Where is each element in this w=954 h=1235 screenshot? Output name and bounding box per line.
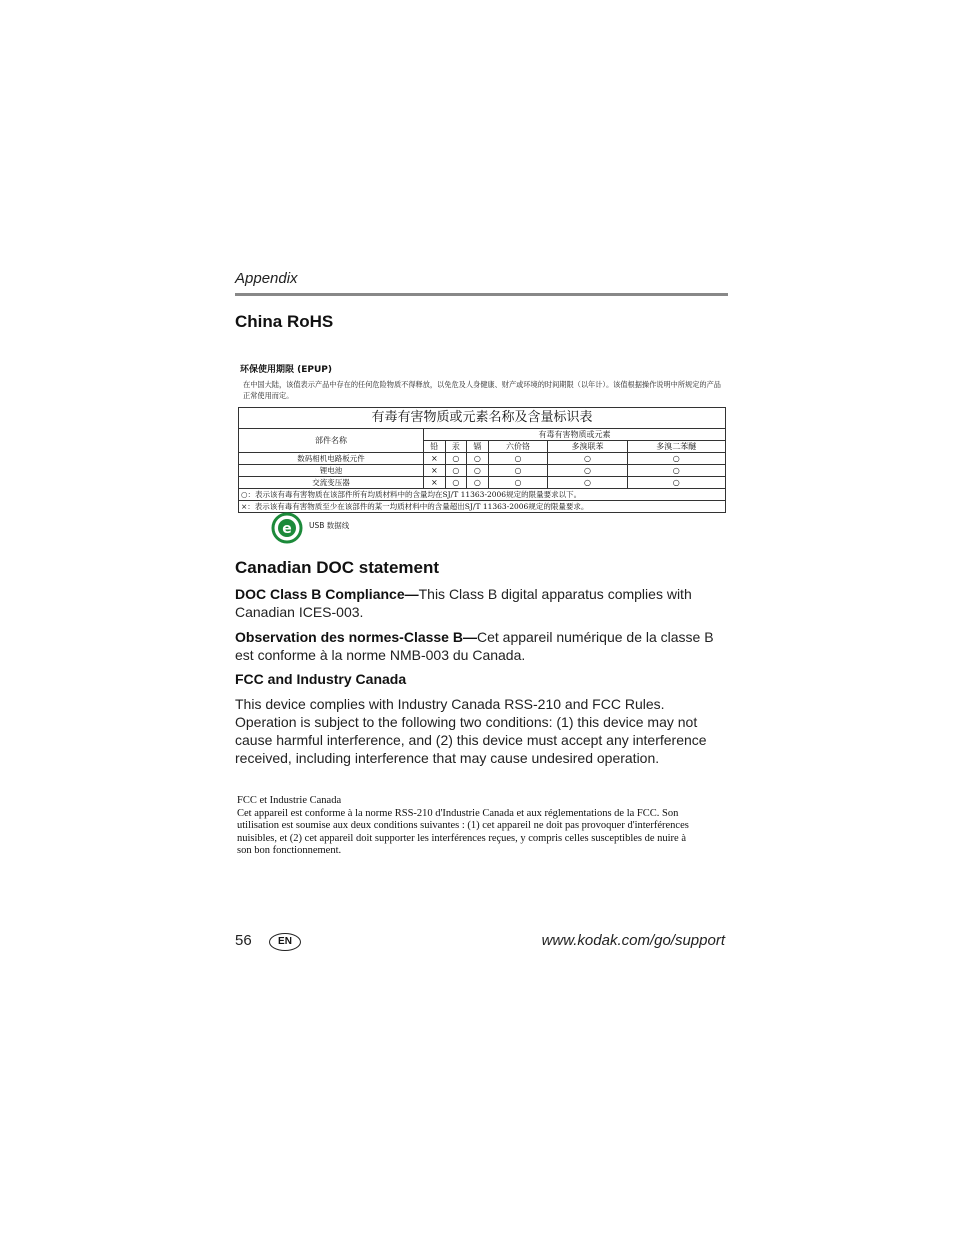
substance-mark: ○ [627, 465, 725, 477]
element-header: 多溴二苯醚 [627, 441, 725, 453]
french-fcc-statement [237, 795, 729, 858]
environment-friendly-use-period-icon [271, 512, 303, 544]
substance-mark: × [424, 465, 446, 477]
table-title: 有毒有害物质或元素名称及含量标识表 [239, 408, 726, 429]
substance-mark: ○ [445, 465, 467, 477]
substance-mark: ○ [467, 477, 489, 489]
substance-mark: ○ [467, 465, 489, 477]
substance-mark: ○ [488, 477, 548, 489]
substance-mark: × [424, 477, 446, 489]
fcc-industry-canada-heading: FCC and Industry Canada [235, 671, 407, 687]
doc-class-b-label: DOC Class B Compliance— [235, 586, 419, 602]
substance-mark: ○ [548, 477, 627, 489]
substance-mark: × [424, 453, 446, 465]
header-rule [235, 293, 728, 296]
epup-title: 环保使用期限 (EPUP) [240, 365, 333, 375]
french-line: Cet appareil est conforme à la norme RSS-210 d'Industrie Canada et aux réglementations de la FCC. Son [237, 807, 679, 819]
element-header: 汞 [445, 441, 467, 453]
hazardous-substances-table [238, 407, 726, 513]
element-header: 镉 [467, 441, 489, 453]
table-row [239, 477, 726, 489]
french-line: FCC et Industrie Canada [237, 795, 342, 806]
substance-mark: ○ [445, 477, 467, 489]
table-note-circle: ○：表示该有毒有害物质在该部件所有均质材料中的含量均在SJ/T 11363-2006规定的限量要求以下。 [239, 489, 726, 501]
usb-cable-label: USB 数据线 [309, 521, 350, 530]
part-name: 数码相机电路板元件 [239, 453, 424, 465]
french-line: nuisibles, et (2) cet appareil doit supporter les interférences reçues, y compris celles susceptibles de nuire à [237, 832, 687, 844]
substance-mark: ○ [445, 453, 467, 465]
substance-mark: ○ [627, 453, 725, 465]
table-row [239, 453, 726, 465]
element-header: 铅 [424, 441, 446, 453]
epup-text: 在中国大陆，该值表示产品中存在的任何危险物质不得释放，以免危及人身健康、财产或环境的时间期限（以年计）。该值根据操作说明中所规定的产品正常使用而定。 [243, 380, 721, 400]
part-name: 交流变压器 [239, 477, 424, 489]
substance-mark: ○ [467, 453, 489, 465]
substance-mark: ○ [548, 453, 627, 465]
part-name: 锂电池 [239, 465, 424, 477]
china-rohs-heading: China RoHS [235, 312, 334, 331]
running-head: Appendix [235, 270, 298, 287]
observation-normes-text: Cet appareil numérique de la classe B est conforme à la norme NMB-003 du Canada. [235, 629, 714, 663]
table-row [239, 465, 726, 477]
substance-mark: ○ [548, 465, 627, 477]
page-number: 56 [235, 932, 252, 949]
observation-normes-paragraph [235, 628, 727, 664]
french-line: son bon fonctionnement. [237, 845, 342, 856]
substance-mark: ○ [488, 465, 548, 477]
part-name-header: 部件名称 [239, 429, 424, 453]
canadian-doc-heading: Canadian DOC statement [235, 558, 440, 577]
language-badge: EN [269, 933, 301, 951]
observation-normes-label: Observation des normes-Classe B— [235, 629, 477, 645]
substance-mark: ○ [627, 477, 725, 489]
doc-class-b-paragraph [235, 585, 727, 621]
table-note-cross: ×：表示该有毒有害物质至少在该部件的某一均质材料中的含量超出SJ/T 11363-2006规定的限量要求。 [239, 501, 726, 513]
eco-logo-letter: e [282, 521, 292, 537]
substances-header: 有毒有害物质或元素 [424, 429, 726, 441]
support-url[interactable]: www.kodak.com/go/support [541, 932, 725, 949]
doc-class-b-text: This Class B digital apparatus complies with Canadian ICES-003. [235, 586, 692, 620]
element-header: 六价铬 [488, 441, 548, 453]
element-header: 多溴联苯 [548, 441, 627, 453]
substance-mark: ○ [488, 453, 548, 465]
china-rohs-block [235, 362, 727, 537]
french-line: utilisation est soumise aux deux conditions suivantes : (1) cet appareil ne doit pas provoquer d'interférences [237, 820, 689, 831]
fcc-paragraph: This device complies with Industry Canada RSS-210 and FCC Rules. Operation is subject to the following two conditions: (1) this device may not cause harmful interference, and (2) this device must accept any interference received, including interference that may cause undesired operation. [235, 696, 707, 766]
